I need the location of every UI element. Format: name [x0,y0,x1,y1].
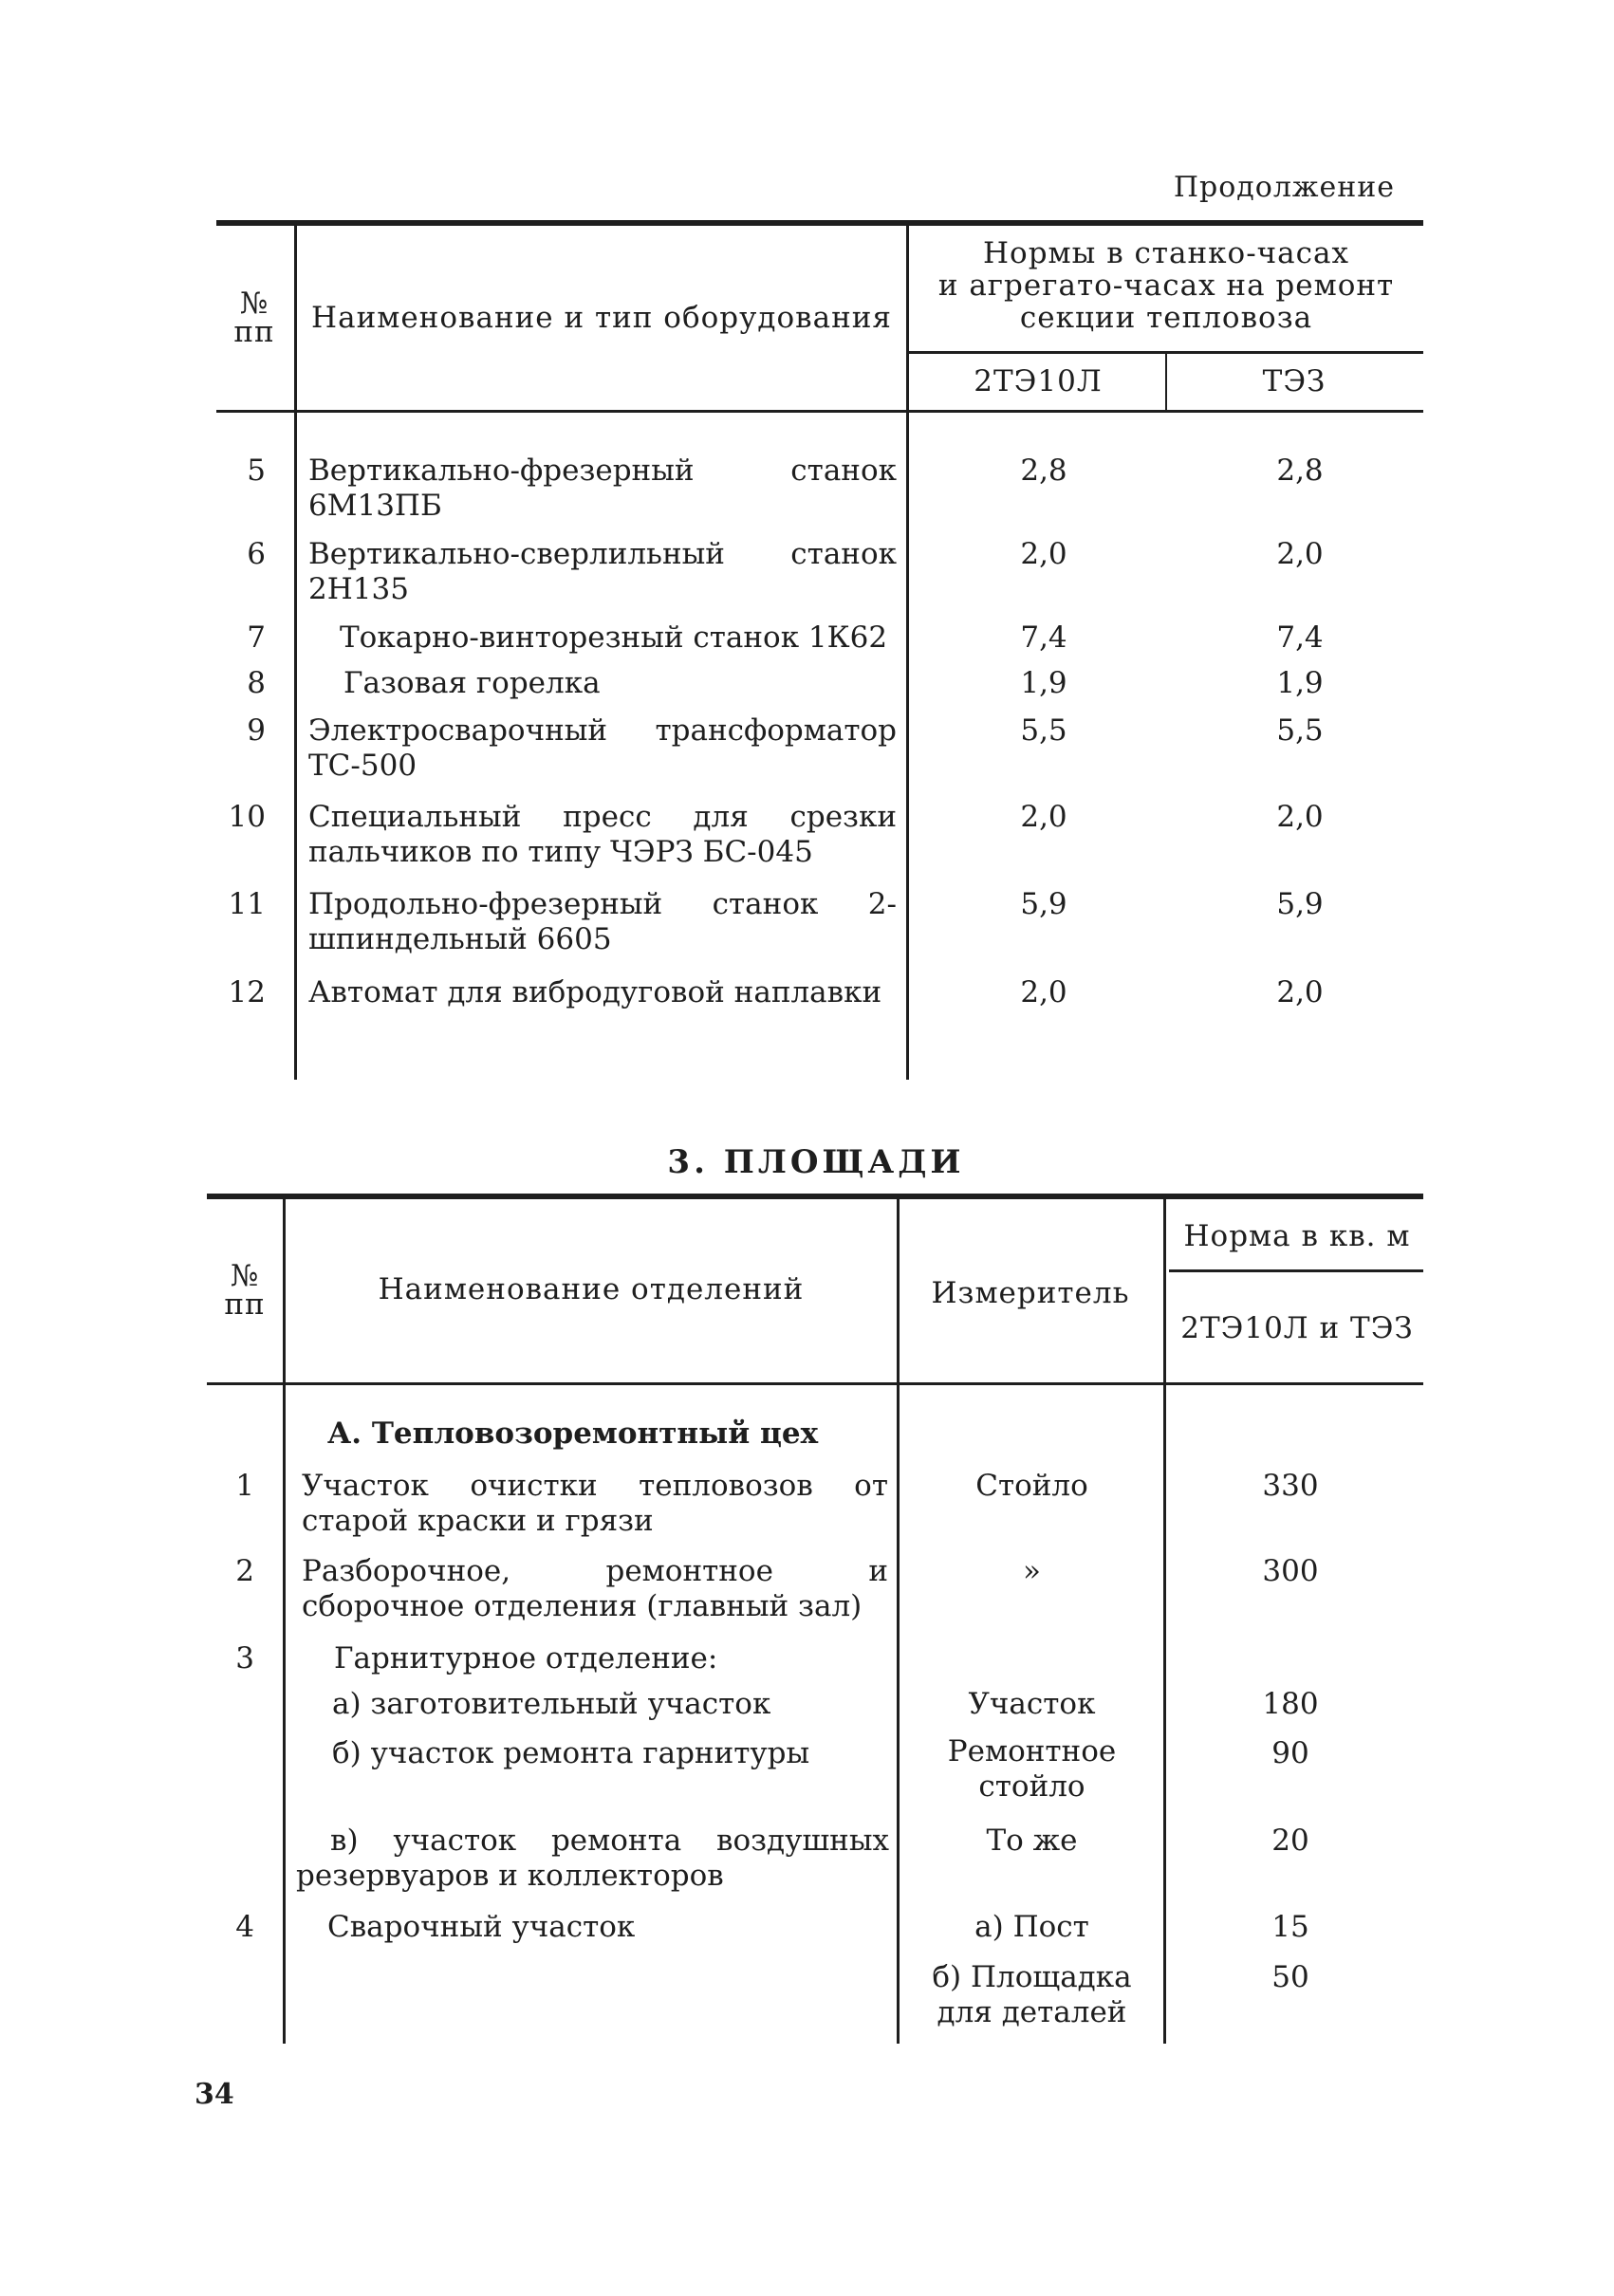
department-name: Гарнитурное отделение: [334,1641,718,1676]
table2-divider-unit [1163,1199,1166,2044]
equipment-name: Продольно-фрезерный станок 2-шпиндельный 6605 [308,887,897,956]
equipment-name: Газовая горелка [343,666,601,700]
table1-divider-values [1165,354,1167,410]
equipment-name: Специальный пресс для срезки пальчиков по типу ЧЭРЗ БС-045 [308,800,897,869]
department-name: Участок очистки тепловозов от старой краски и грязи [302,1469,888,1538]
norm-2te10l: 5,5 [1020,713,1067,748]
table1-header-col-tez: ТЭЗ [1262,364,1326,398]
unit-value: Участок [968,1687,1096,1721]
table2-divider-name [897,1199,900,2044]
continuation-label: Продолжение [1173,171,1395,204]
row-number: 1 [235,1469,254,1503]
table1-header-num: № пп [233,287,275,349]
table2-header-bottom-rule [207,1382,1423,1385]
norm-2te10l: 1,9 [1020,666,1067,700]
unit-value: Ремонтное стойло [947,1734,1117,1804]
table2-divider-num [283,1199,286,2044]
row-number: 2 [235,1554,254,1588]
norm-2te10l: 2,8 [1020,454,1067,488]
norm-2te10l: 7,4 [1020,620,1067,655]
unit-value: » [1023,1554,1041,1588]
unit-value: б) Площадка для деталей [932,1960,1132,2029]
norm-tez: 5,9 [1276,887,1324,921]
norm-value: 20 [1271,1824,1309,1858]
unit-value: Стойло [975,1469,1088,1503]
equipment-name: Вертикально-фрезерный станок 6М13ПБ [308,454,897,523]
table2-header-unit: Измеритель [931,1276,1130,1310]
norm-2te10l: 5,9 [1020,887,1067,921]
table2-header-name: Наименование отделений [378,1272,805,1306]
norm-value: 330 [1262,1469,1319,1503]
department-name: Разборочное, ремонтное и сборочное отделения (главный зал) [302,1554,888,1623]
table1-header-col-2te10l: 2ТЭ10Л [974,364,1103,398]
row-number: 11 [228,887,266,921]
norm-value: 90 [1271,1736,1309,1770]
workshop-subheading: А. Тепловозоремонтный цех [327,1416,819,1451]
row-number: 5 [247,454,266,488]
section-title: 3. ПЛОЩАДИ [667,1143,965,1181]
department-name: а) заготовительный участок [332,1687,771,1721]
row-number: 12 [228,975,266,1009]
table1-header-name: Наименование и тип оборудования [311,301,892,335]
norm-2te10l: 2,0 [1020,800,1067,834]
norm-tez: 2,0 [1276,537,1324,571]
norm-tez: 5,5 [1276,713,1324,748]
table1-header-norms-2: и агрегато-часах на ремонт [937,268,1395,303]
norm-value: 300 [1262,1554,1319,1588]
row-number: 10 [228,800,266,834]
table2-header-num: № пп [224,1259,266,1322]
table1-divider-name [906,226,909,1080]
table1-header-bottom-rule [216,410,1423,413]
department-name: в) участок ремонта воздушных резервуаров и коллекторов [296,1824,889,1893]
row-number: 4 [235,1910,254,1944]
norm-2te10l: 2,0 [1020,537,1067,571]
norm-tez: 1,9 [1276,666,1324,700]
table2-subheader-rule [1169,1269,1423,1272]
department-name: Сварочный участок [327,1910,636,1944]
table1-top-rule [216,220,1423,226]
row-number: 3 [235,1641,254,1676]
equipment-name: Электросварочный трансформатор ТС-500 [308,713,897,783]
norm-value: 50 [1271,1960,1309,1994]
equipment-name: Автомат для вибродуговой наплавки [308,975,882,1009]
norm-tez: 2,0 [1276,975,1324,1009]
unit-value: То же [986,1824,1078,1858]
norm-tez: 2,8 [1276,454,1324,488]
table2-header-norm-sub: 2ТЭ10Л и ТЭЗ [1180,1311,1414,1345]
row-number: 6 [247,537,266,571]
row-number: 9 [247,713,266,748]
table1-header-norms-3: секции тепловоза [1019,301,1313,335]
equipment-name: Вертикально-сверлильный станок 2Н135 [308,537,897,606]
norm-tez: 7,4 [1276,620,1324,655]
norm-tez: 2,0 [1276,800,1324,834]
table2-header-norm: Норма в кв. м [1183,1219,1411,1253]
department-name: б) участок ремонта гарнитуры [332,1736,810,1770]
table1-divider-num [294,226,297,1080]
table1-header-norms-1: Нормы в станко-часах [983,236,1349,270]
row-number: 7 [247,620,266,655]
equipment-name: Токарно-винторезный станок 1К62 [340,620,888,655]
unit-value: а) Пост [974,1910,1089,1944]
table2-top-rule [207,1194,1423,1199]
page-number: 34 [195,2078,234,2111]
norm-value: 15 [1271,1910,1309,1944]
norm-value: 180 [1262,1687,1319,1721]
row-number: 8 [247,666,266,700]
norm-2te10l: 2,0 [1020,975,1067,1009]
